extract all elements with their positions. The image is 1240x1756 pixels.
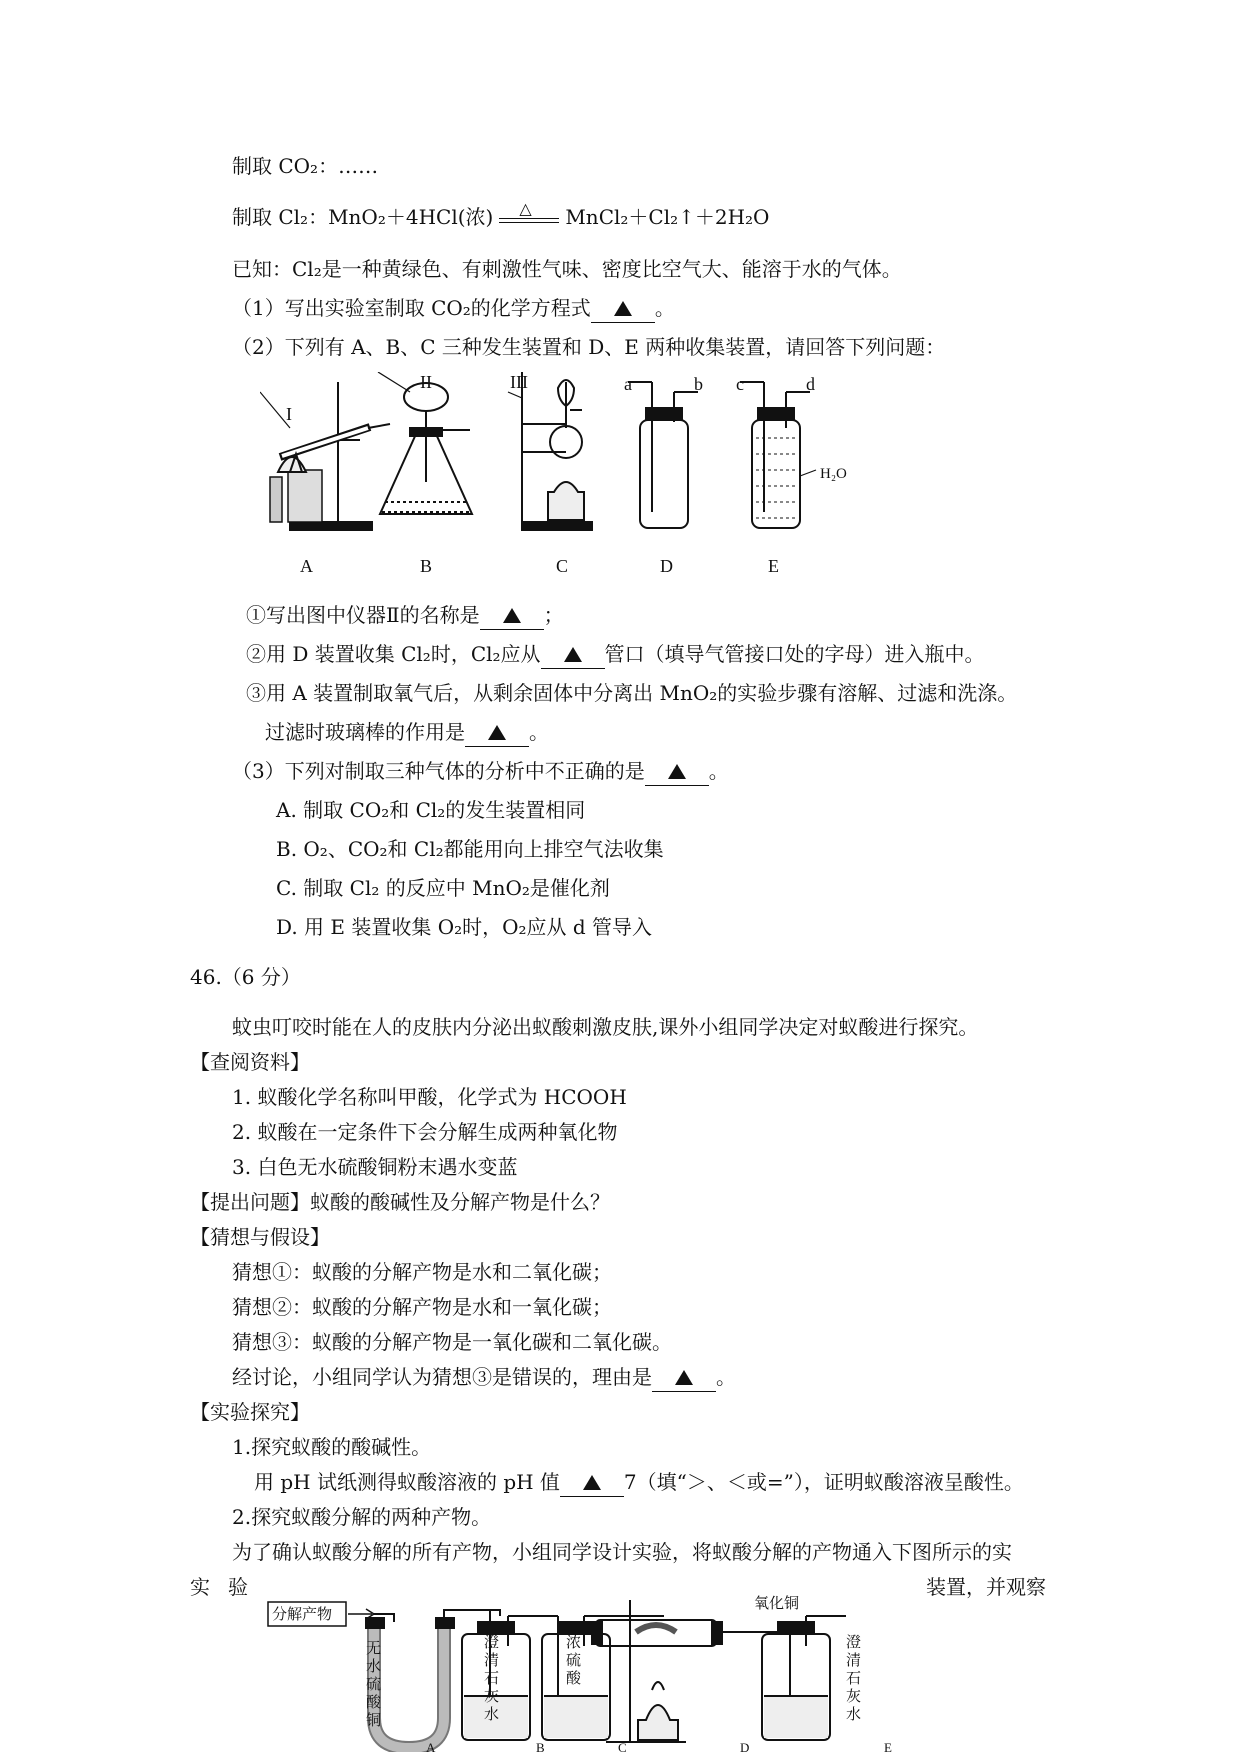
reagent-label-e: 澄清石灰水 [846,1635,862,1723]
answer-blank[interactable] [480,601,544,630]
experiment-2-char-2: 验 [228,1575,248,1599]
question-2-1-text: ①写出图中仪器Ⅱ的名称是 [246,603,480,627]
fig2-label-c: C [618,1740,627,1755]
hypothesis-2: 猜想②：蚁酸的分解产物是水和一氧化碳； [232,1295,612,1319]
fig-label-a: A [300,556,313,576]
known-info: 已知：Cl₂是一种黄绿色、有刺激性气味、密度比空气大、能溶于水的气体。 [232,257,902,281]
bottle-e [762,1616,846,1740]
question-2-2 [246,640,985,669]
heat-symbol: △ [519,198,532,218]
fig2-label-e: E [884,1740,892,1755]
problem-statement: 【提出问题】蚁酸的酸碱性及分解产物是什么？ [190,1190,610,1214]
apparatus-e [740,382,816,528]
cl2-prep-line [232,198,770,231]
reason-text: 经讨论，小组同学认为猜想③是错误的，理由是 [232,1365,652,1389]
answer-blank[interactable] [560,1468,624,1497]
question-3-text: （3）下列对制取三种气体的分析中不正确的是 [232,759,645,783]
triangle-icon [503,608,521,623]
hypothesis-title: 【猜想与假设】 [190,1225,330,1249]
experiment-1: 1.探究蚁酸的酸碱性。 [232,1435,432,1459]
apparatus-b [378,372,472,514]
fig2-label-a: A [426,1740,436,1755]
answer-blank[interactable] [652,1363,716,1392]
cl2-equation-reactants: 制取 Cl₂：MnO₂＋4HCl(浓) [232,205,494,229]
input-label: 分解产物 [272,1607,333,1623]
apparatus-figure-1 [260,372,980,582]
cl2-equation-products: MnCl₂＋Cl₂↑＋2H₂O [565,205,770,229]
fig-label-c: C [556,556,569,576]
apparatus-figure-2 [266,1592,916,1752]
instrument-label-i: I [286,404,292,424]
port-label-b: b [694,374,703,394]
apparatus-d [628,382,698,528]
answer-blank[interactable] [541,640,605,669]
experiment-2-end: 装置，并观察 [926,1575,1046,1599]
experiment-2: 2.探究蚁酸分解的两种产物。 [232,1505,492,1529]
fig-label-e: E [768,556,779,576]
triangle-icon [675,1370,693,1385]
question-3 [232,757,729,786]
experiment-2-text: 为了确认蚁酸分解的所有产物，小组同学设计实验，将蚁酸分解的产物通入下图所示的实 [232,1540,1012,1564]
ref-title: 【查阅资料】 [190,1050,310,1074]
triangle-icon [614,301,632,316]
answer-blank[interactable] [465,718,529,747]
port-label-a: a [624,374,632,394]
option-a: A. 制取 CO₂和 Cl₂的发生装置相同 [276,798,586,822]
instrument-label-iii: III [510,372,528,392]
port-label-d: d [806,374,815,394]
hypothesis-1: 猜想①：蚁酸的分解产物是水和二氧化碳； [232,1260,612,1284]
question-1-text: （1）写出实验室制取 CO₂的化学方程式 [232,296,591,320]
experiment-1-tail: 7（填“＞、＜或=”），证明蚁酸溶液呈酸性。 [623,1470,1024,1494]
question-2-2-text: ②用 D 装置收集 Cl₂时，Cl₂应从 [246,642,541,666]
ref-item-3: 3. 白色无水硫酸铜粉末遇水变蓝 [232,1155,518,1179]
triangle-icon [564,647,582,662]
question-2-3b [265,718,549,747]
question-2: （2）下列有 A、B、C 三种发生装置和 D、E 两种收集装置，请回答下列问题： [232,335,946,359]
reaction-arrow [493,198,565,229]
answer-blank[interactable] [645,757,709,786]
option-b: B. O₂、CO₂和 Cl₂都能用向上排空气法收集 [276,837,664,861]
bottle-b [462,1610,558,1740]
co2-prep-line: 制取 CO₂：…… [232,154,379,178]
question-1-tail: 。 [654,296,675,320]
experiment-1-text: 用 pH 试纸测得蚁酸溶液的 pH 值 [254,1470,560,1494]
port-label-c: c [736,374,744,394]
experiment-2-char-1: 实 [190,1575,210,1599]
cuo-label: 氧化铜 [754,1596,800,1612]
question-46-header: 46.（6 分） [190,965,301,989]
water-label: H₂O [820,466,847,482]
fig-label-b: B [420,556,433,576]
apparatus-a [260,382,390,530]
question-46-intro: 蚊虫叮咬时能在人的皮肤内分泌出蚁酸刺激皮肤,课外小组同学决定对蚁酸进行探究。 [232,1015,979,1039]
reagent-label-b: 澄清石灰水 [484,1635,500,1723]
experiment-1-line [254,1468,1024,1497]
experiment-title: 【实验探究】 [190,1400,310,1424]
answer-blank[interactable] [591,294,655,323]
instrument-label-ii: II [420,372,432,392]
question-3-tail: 。 [708,759,729,783]
reagent-label-a: 无水硫酸铜 [366,1641,382,1729]
apparatus-c [508,372,592,530]
fig2-label-b: B [536,1740,545,1755]
triangle-icon [488,725,506,740]
question-2-3: ③用 A 装置制取氧气后，从剩余固体中分离出 MnO₂的实验步骤有溶解、过滤和洗涤。 [246,681,1018,705]
question-2-1-tail: ； [543,603,564,627]
question-2-2-tail: 管口（填导气管接口处的字母）进入瓶中。 [604,642,985,666]
fig2-label-d: D [740,1740,750,1755]
reason-tail: 。 [716,1365,736,1389]
ref-item-2: 2. 蚁酸在一定条件下会分解生成两种氧化物 [232,1120,618,1144]
question-1 [232,294,675,323]
ref-item-1: 1. 蚁酸化学名称叫甲酸，化学式为 HCOOH [232,1085,627,1109]
reagent-label-c: 浓硫酸 [566,1635,582,1687]
question-2-1 [246,601,564,630]
hypothesis-3: 猜想③：蚁酸的分解产物是一氧化碳和二氧化碳。 [232,1330,672,1354]
triangle-icon [668,764,686,779]
fig-label-d: D [660,556,673,576]
question-2-3b-tail: 。 [529,720,549,744]
option-c: C. 制取 Cl₂ 的反应中 MnO₂是催化剂 [276,876,610,900]
option-d: D. 用 E 装置收集 O₂时，O₂应从 d 管导入 [276,915,653,939]
question-2-3b-text: 过滤时玻璃棒的作用是 [265,720,465,744]
reason-line [232,1363,736,1392]
triangle-icon [583,1475,601,1490]
